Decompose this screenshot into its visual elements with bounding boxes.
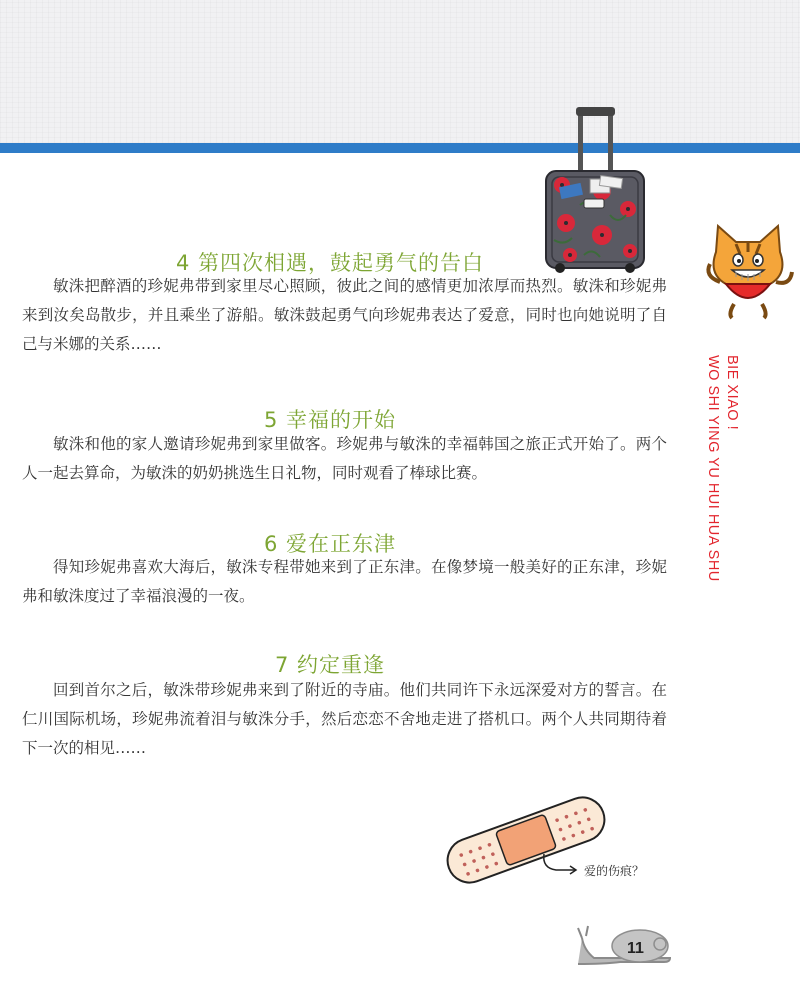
section-4-heading: 4 第四次相遇，鼓起勇气的告白 [175, 251, 485, 275]
section-5-text: 敏洙和他的家人邀请珍妮弗到家里做客。珍妮弗与敏洙的幸福韩国之旅正式开始了。两个人一起去算命，为敏洙的奶奶挑选生日礼物，同时观看了棒球比赛。 [22, 435, 667, 482]
page-number: 11 [627, 940, 644, 957]
section-7-heading: 7 约定重逢 [274, 653, 386, 677]
section-4-text: 敏洙把醉酒的珍妮弗带到家里尽心照顾，彼此之间的感情更加浓厚而热烈。敏洙和珍妮弗来到汝矣岛散步，并且乘坐了游船。敏洙鼓起勇气向珍妮弗表达了爱意，同时也向她说明了自己与米娜的关系…… [22, 277, 667, 353]
blue-header-stripe [0, 143, 800, 153]
section-6-heading: 6 爱在正东津 [263, 532, 397, 556]
snail-illustration [574, 924, 674, 970]
caption-arrow-icon [540, 852, 580, 876]
top-texture-band [0, 0, 800, 143]
side-vertical-title [703, 355, 741, 590]
cat-mascot-illustration [698, 222, 798, 322]
section-6-text: 得知珍妮弗喜欢大海后，敏洙专程带她来到了正东津。在像梦境一般美好的正东津，珍妮弗和敏洙度过了幸福浪漫的一夜。 [22, 558, 667, 605]
section-7-text: 回到首尔之后，敏洙带珍妮弗来到了附近的寺庙。他们共同许下永远深爱对方的誓言。在仁川国际机场，珍妮弗流着泪与敏洙分手，然后恋恋不舍地走进了搭机口。两个人共同期待着下一次的相见…… [22, 681, 667, 757]
side-title-line-1: BIE XIAO ! [724, 355, 740, 431]
side-title-line-2: WO SHI YING YU HUI HUA SHU [705, 355, 721, 582]
section-5-heading: 5 幸福的开始 [263, 408, 397, 432]
bandage-caption: 爱的伤痕？ [584, 864, 645, 878]
